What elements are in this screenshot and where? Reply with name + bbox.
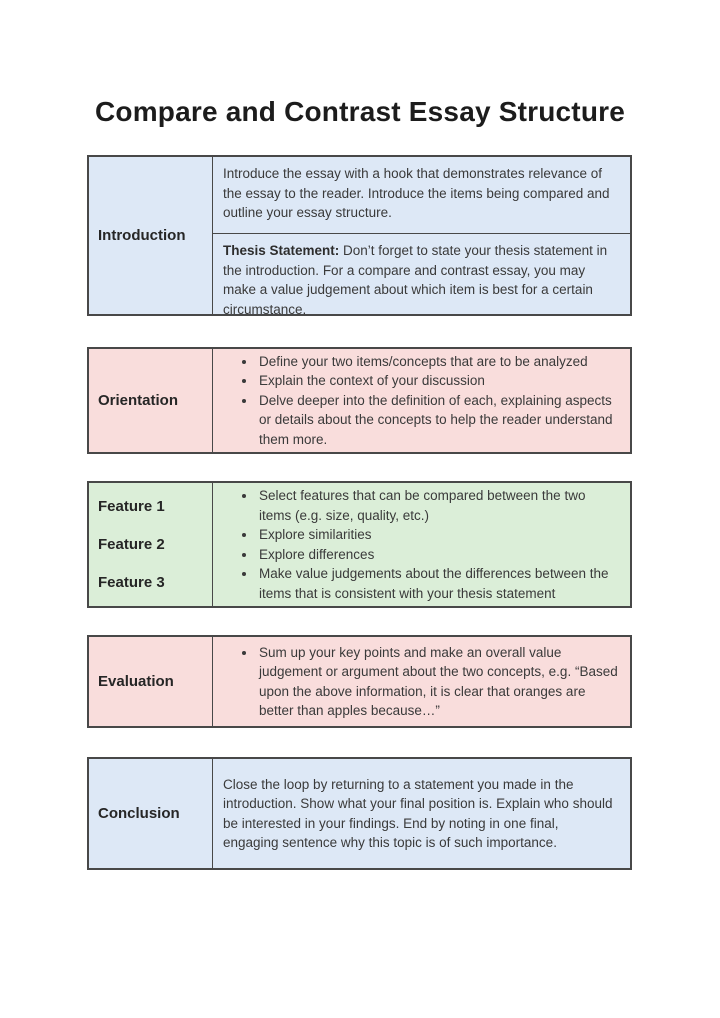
bullet-item: • Explore similarities (257, 525, 620, 545)
section-label: Orientation (98, 392, 179, 409)
features-bullet-list (213, 486, 630, 603)
section-conclusion-label-cell (89, 759, 213, 868)
introduction-hook-paragraph: Introduce the essay with a hook that demonstrates relevance of the essay to the reader. Introduce the items being compared and outline your essay structure. (223, 166, 610, 220)
section-label: Conclusion (98, 805, 180, 822)
orientation-bullet-list (213, 352, 630, 450)
section-label-feature-1: Feature 1 (98, 498, 165, 515)
bullet-item: • Delve deeper into the definition of each, explaining aspects or details about the concepts to help the reader understand them more. (257, 391, 620, 450)
section-label-feature-2: Feature 2 (98, 536, 165, 553)
section-orientation-label-cell (89, 349, 213, 452)
page-title: Compare and Contrast Essay Structure (94, 96, 625, 127)
section-label: Evaluation (98, 673, 174, 690)
bullet-item: • Explore differences (257, 545, 620, 565)
conclusion-paragraph: Close the loop by returning to a statement you made in the introduction. Show what your final position is. Explain who should be interested in your findings. End by noting in one final, engaging sentence why this topic is of such importance. (223, 776, 613, 850)
thesis-statement-bold-label: Thesis Statement: (223, 243, 340, 258)
section-label: Introduction (98, 227, 186, 244)
bullet-item: • Select features that can be compared between the two items (e.g. size, quality, etc.) (257, 486, 620, 525)
section-features-label-cell (89, 483, 213, 606)
bullet-item: • Make value judgements about the differences between the items that is consistent with your thesis statement (257, 564, 620, 603)
thesis-statement-text: Don’t forget to state your thesis statement in the introduction. For a compare and contrast essay, you may make a value judgement about which item is best for a certain circumstance. (223, 243, 608, 317)
section-introduction-content (213, 157, 630, 317)
section-conclusion-content (213, 759, 630, 868)
section-features-content (213, 483, 630, 606)
bullet-item: • Sum up your key points and make an overall value judgement or argument about the two concepts, e.g. “Based upon the above information, it is clear that oranges are better than apples because…” (257, 643, 620, 721)
section-evaluation-label-cell (89, 637, 213, 726)
section-evaluation-content (213, 637, 630, 726)
section-orientation-content (213, 349, 630, 452)
bullet-item: • Define your two items/concepts that are to be analyzed (257, 352, 620, 372)
section-introduction-label-cell (89, 157, 213, 314)
section-evaluation (87, 635, 632, 728)
section-features (87, 481, 632, 608)
section-label-feature-3: Feature 3 (98, 574, 165, 591)
introduction-thesis-paragraph (213, 233, 630, 319)
evaluation-bullet-list (213, 643, 630, 721)
section-conclusion (87, 757, 632, 870)
bullet-item: • Explain the context of your discussion (257, 371, 620, 391)
section-introduction (87, 155, 632, 316)
section-orientation (87, 347, 632, 454)
